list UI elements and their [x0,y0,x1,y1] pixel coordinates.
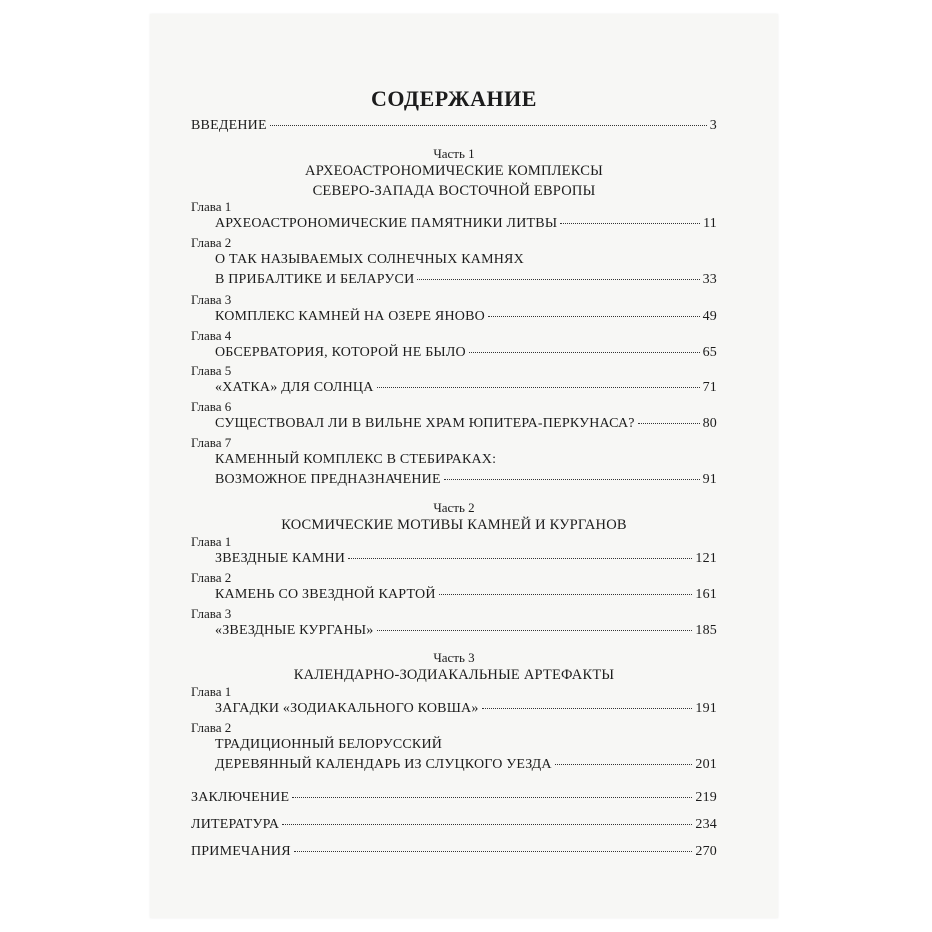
chapter-title: КАМЕНЬ СО ЗВЕЗДНОЙ КАРТОЙ [215,587,436,602]
chapter-label: Глава 3 [191,606,232,621]
chapter-title: ДЕРЕВЯННЫЙ КАЛЕНДАРЬ ИЗ СЛУЦКОГО УЕЗДА [215,757,552,772]
dot-leader [377,630,693,631]
part-2-number: Часть 2 [433,500,475,515]
toc-page-number: 270 [695,844,717,859]
toc-entry-chapter [215,345,717,361]
toc-page-number: 11 [703,216,717,231]
toc-entry-chapter [215,757,717,773]
page-title: СОДЕРЖАНИЕ [371,86,537,111]
toc-entry-chapter [215,623,717,639]
chapter-title: КОМПЛЕКС КАМНЕЙ НА ОЗЕРЕ ЯНОВО [215,309,485,324]
chapter-title: «ХАТКА» ДЛЯ СОЛНЦА [215,380,374,395]
chapter-label: Глава 2 [191,720,232,735]
dot-leader [444,479,700,480]
toc-page-number: 219 [695,790,717,805]
toc-entry-chapter [215,701,717,717]
toc-page-number: 49 [702,309,717,324]
toc-page-number: 91 [702,472,717,487]
toc-entry-chapter [215,416,717,432]
chapter-label: Глава 3 [191,292,232,307]
toc-entry-chapter [215,309,717,325]
chapter-title: КАМЕННЫЙ КОМПЛЕКС В СТЕБИРАКАХ: [215,452,497,467]
dot-leader [560,223,700,224]
chapter-label: Глава 6 [191,399,232,414]
chapter-title: ТРАДИЦИОННЫЙ БЕЛОРУССКИЙ [215,737,443,752]
toc-entry-chapter [215,472,717,488]
part-2-title: КОСМИЧЕСКИЕ МОТИВЫ КАМНЕЙ И КУРГАНОВ [281,517,627,533]
chapter-title: СУЩЕСТВОВАЛ ЛИ В ВИЛЬНЕ ХРАМ ЮПИТЕРА-ПЕРКУНАСА? [215,416,635,431]
dot-leader [292,797,692,798]
toc-page-number: 191 [695,701,717,716]
dot-leader [439,594,693,595]
toc-page-number: 80 [702,416,717,431]
toc-entry-chapter [215,216,717,232]
toc-entry-notes [191,844,717,860]
toc-entry-intro [191,118,717,134]
toc-entry-literature [191,817,717,833]
chapter-title: ВОЗМОЖНОЕ ПРЕДНАЗНАЧЕНИЕ [215,472,441,487]
chapter-title: «ЗВЕЗДНЫЕ КУРГАНЫ» [215,623,374,638]
dot-leader [270,125,707,126]
chapter-label: Глава 5 [191,363,232,378]
dot-leader [282,824,692,825]
dot-leader [488,316,700,317]
dot-leader [348,558,692,559]
toc-page-number: 71 [702,380,717,395]
dot-leader [555,764,693,765]
toc-page-number: 65 [702,345,717,360]
chapter-title: АРХЕОАСТРОНОМИЧЕСКИЕ ПАМЯТНИКИ ЛИТВЫ [215,216,558,231]
dot-leader [377,387,700,388]
toc-entry-chapter [215,587,717,603]
chapter-title: ЗАГАДКИ «ЗОДИАКАЛЬНОГО КОВША» [215,701,479,716]
toc-entry-label: ВВЕДЕНИЕ [191,118,267,133]
toc-page-number: 33 [702,272,717,287]
chapter-label: Глава 2 [191,570,232,585]
part-1-title-line-1: АРХЕОАСТРОНОМИЧЕСКИЕ КОМПЛЕКСЫ [305,163,603,179]
toc-page-number: 161 [695,587,717,602]
dot-leader [469,352,700,353]
dot-leader [482,708,693,709]
chapter-title: ЗВЕЗДНЫЕ КАМНИ [215,551,346,566]
chapter-title: ОБСЕРВАТОРИЯ, КОТОРОЙ НЕ БЫЛО [215,345,466,360]
chapter-title: В ПРИБАЛТИКЕ И БЕЛАРУСИ [215,272,415,287]
part-3-title: КАЛЕНДАРНО-ЗОДИАКАЛЬНЫЕ АРТЕФАКТЫ [293,667,615,683]
toc-entry-label: ПРИМЕЧАНИЯ [191,844,291,859]
book-page [150,14,778,918]
chapter-title: О ТАК НАЗЫВАЕМЫХ СОЛНЕЧНЫХ КАМНЯХ [215,252,524,267]
toc-entry-chapter [215,551,717,567]
toc-page-number: 185 [695,623,717,638]
toc-page-number: 121 [695,551,717,566]
toc-entry-chapter [215,380,717,396]
toc-entry-label: ЛИТЕРАТУРА [191,817,280,832]
dot-leader [638,423,700,424]
chapter-label: Глава 2 [191,235,232,250]
toc-page-number: 3 [709,118,717,133]
chapter-label: Глава 1 [191,534,232,549]
chapter-label: Глава 1 [191,199,232,214]
toc-entry-conclusion [191,790,717,806]
part-1-number: Часть 1 [433,146,475,161]
chapter-label: Глава 7 [191,435,232,450]
dot-leader [417,279,699,280]
chapter-label: Глава 4 [191,328,232,343]
part-3-number: Часть 3 [433,650,475,665]
part-1-title-line-2: СЕВЕРО-ЗАПАДА ВОСТОЧНОЙ ЕВРОПЫ [312,183,596,199]
toc-entry-label: ЗАКЛЮЧЕНИЕ [191,790,290,805]
toc-entry-chapter [215,272,717,288]
toc-page-number: 201 [695,757,717,772]
dot-leader [294,851,693,852]
chapter-label: Глава 1 [191,684,232,699]
toc-page-number: 234 [695,817,717,832]
